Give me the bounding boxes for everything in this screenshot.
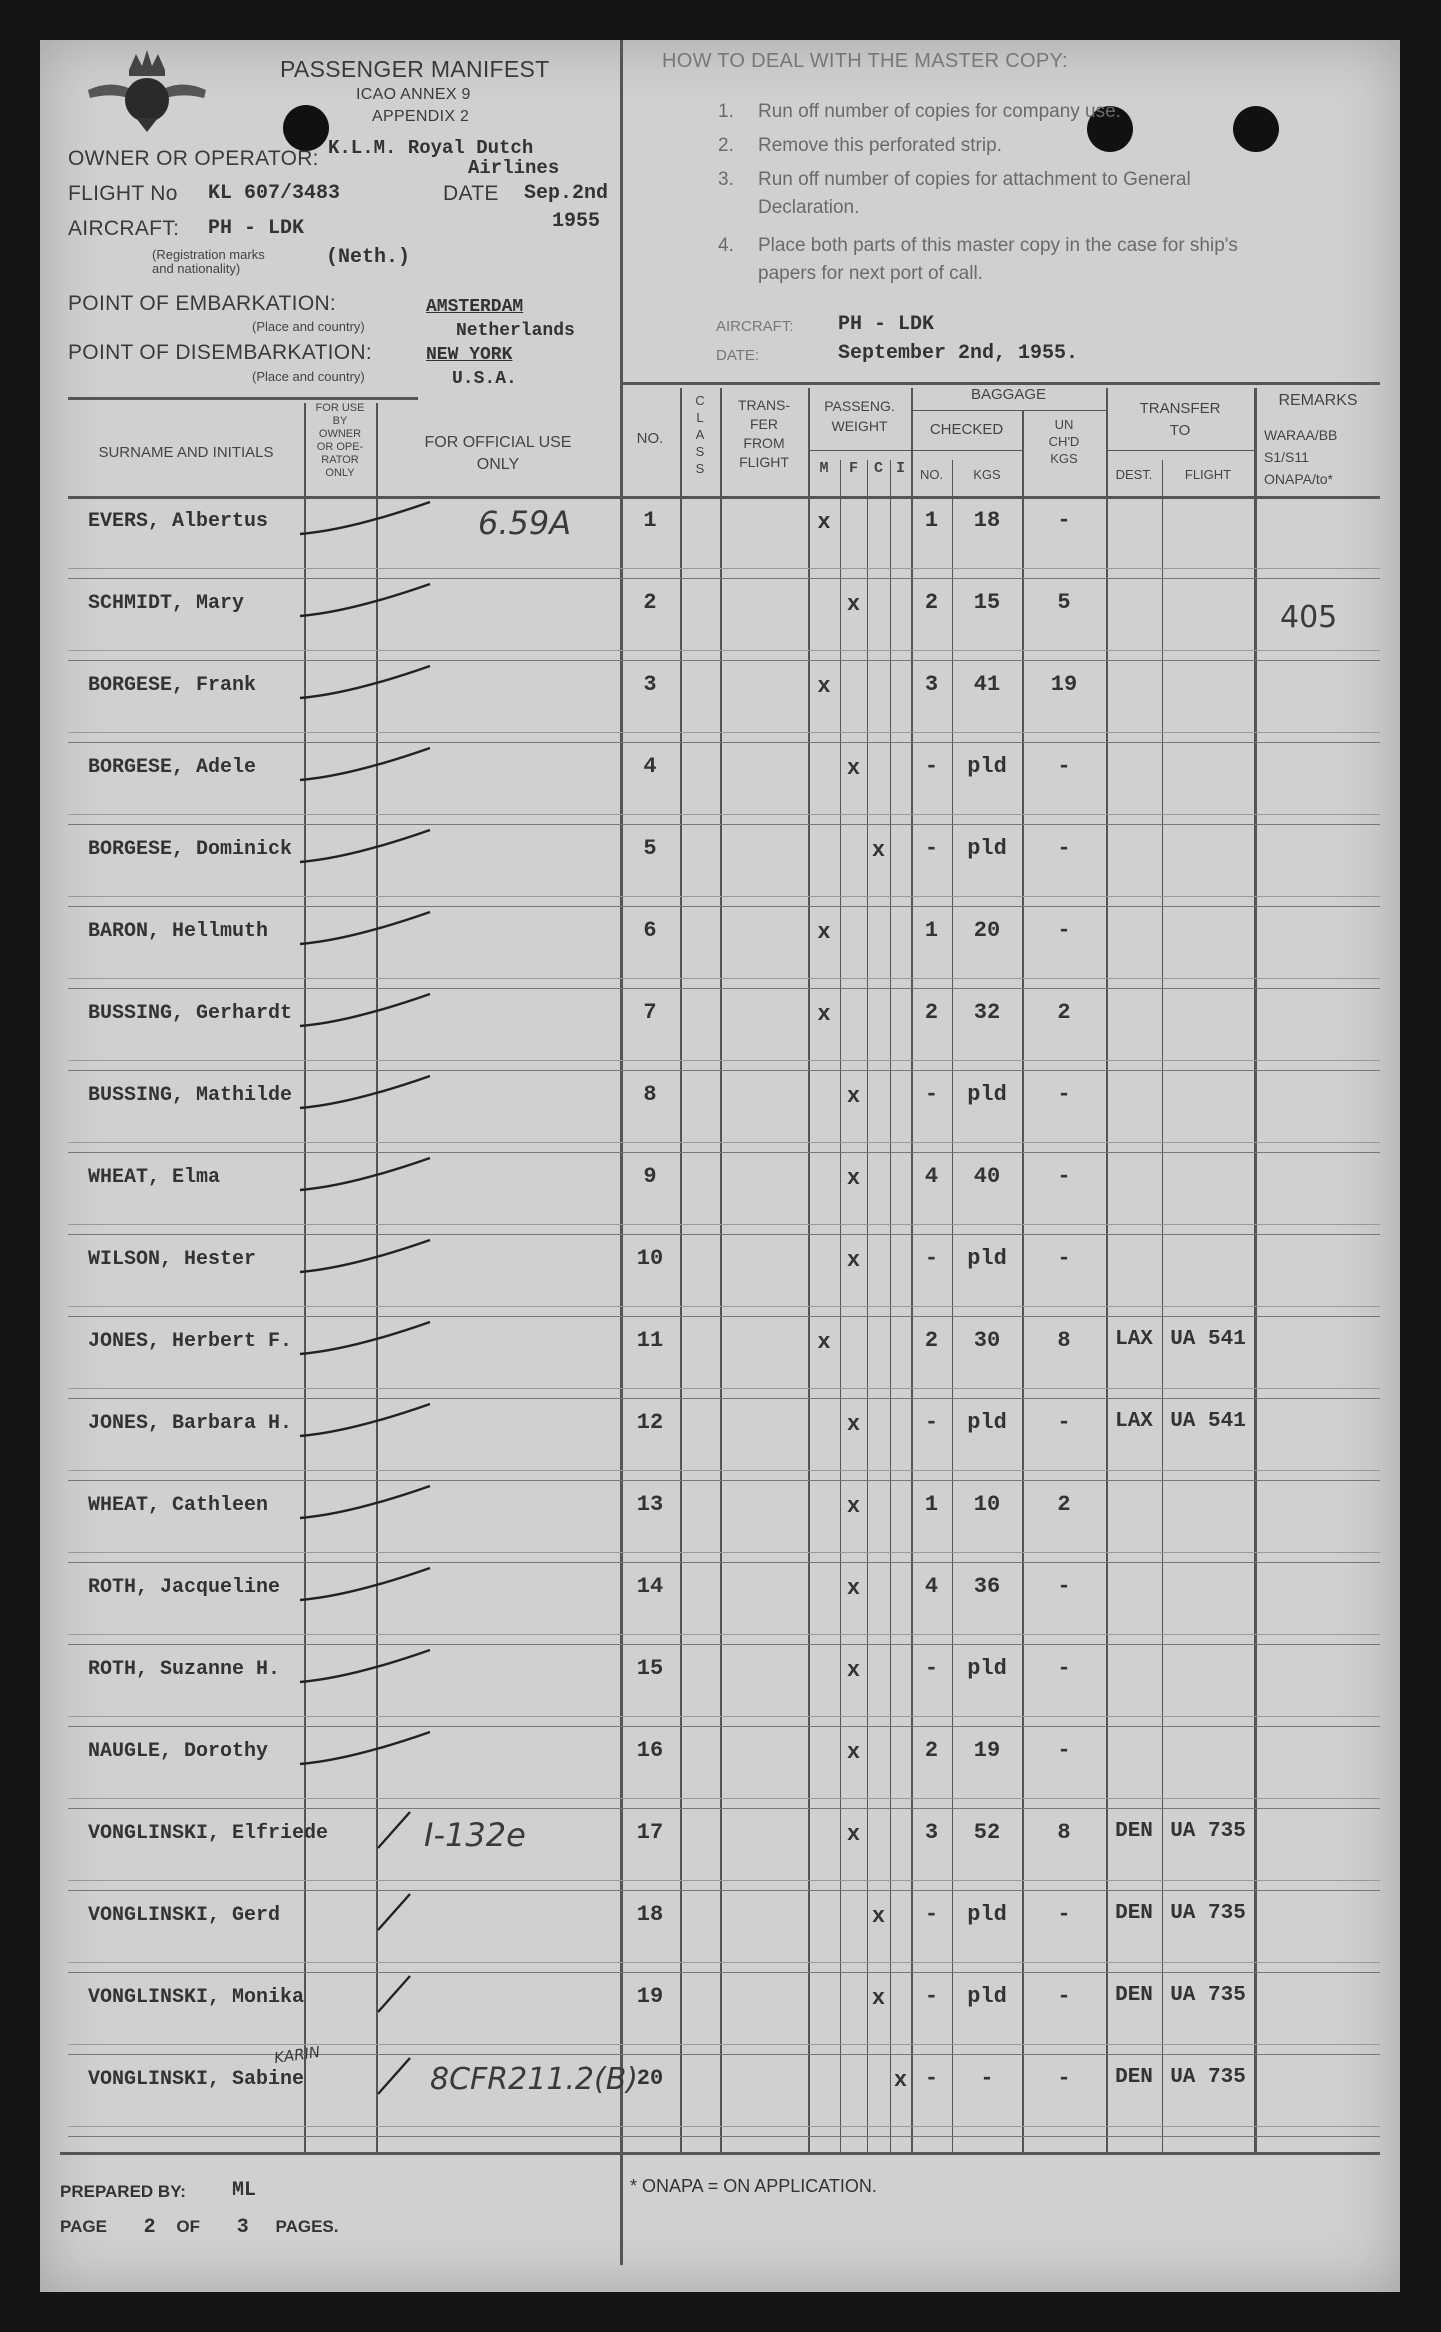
owner-check-mark-icon (290, 900, 490, 960)
baggage-count: - (924, 1984, 939, 2009)
unchecked-kgs: 8 (1057, 1328, 1071, 1353)
owner-check-mark-icon (290, 1228, 490, 1288)
passenger-name: BUSSING, Gerhardt (88, 1002, 293, 1025)
official-use-note: I-132e (424, 1816, 526, 1854)
prepared-by-label: PREPARED BY: (60, 2182, 186, 2201)
passenger-name: SCHMIDT, Mary (88, 592, 245, 615)
row-rule-thin (68, 650, 1380, 651)
passenger-name: BORGESE, Adele (88, 756, 257, 779)
passenger-name: WHEAT, Elma (88, 1166, 221, 1189)
transfer-flight: UA 735 (1170, 1984, 1246, 2007)
baggage-count: 4 (924, 1574, 939, 1599)
row-rule-thin (68, 1060, 1380, 1061)
owner-check-mark-icon (290, 982, 490, 1042)
owner-check-mark-icon (290, 818, 490, 878)
embarkation-country: Netherlands (456, 321, 575, 341)
instruction-4-cont: papers for next port of call. (758, 263, 983, 284)
official-use-note: 8CFR211.2(B) (430, 2062, 639, 2097)
prepared-by-value: ML (232, 2179, 257, 2202)
row-number: 17 (636, 1820, 664, 1845)
passenger-name: EVERS, Albertus (88, 510, 269, 533)
unchecked-kgs: - (1057, 1246, 1071, 1271)
row-rule (68, 1808, 1380, 1809)
embarkation-label: POINT OF EMBARKATION: (68, 292, 337, 315)
col-line-remarks (1254, 388, 1257, 2153)
baggage-count: 2 (924, 1738, 939, 1763)
transfer-dest: LAX (1115, 1410, 1153, 1433)
row-number: 2 (643, 590, 657, 615)
col-header-owner-use: FOR USE BY OWNER OR OPE- RATOR ONLY (315, 402, 365, 479)
baggage-kgs: 18 (973, 508, 1001, 533)
baggage-count: 2 (924, 1000, 939, 1025)
disembarkation-label: POINT OF DISEMBARKATION: (68, 341, 372, 364)
baggage-count: - (924, 1246, 939, 1271)
row-rule (68, 824, 1380, 825)
baggage-kgs: pld (967, 1902, 1007, 1927)
flight-value: KL 607/3483 (208, 182, 341, 205)
baggage-kgs: pld (967, 1984, 1007, 2009)
flight-label: FLIGHT No (68, 182, 178, 205)
row-rule-thin (68, 1224, 1380, 1225)
passenger-name: VONGLINSKI, Monika (88, 1986, 305, 2009)
row-rule (68, 1234, 1380, 1235)
row-rule-thin (68, 1798, 1380, 1799)
page-info (60, 2216, 338, 2239)
row-number: 10 (636, 1246, 664, 1271)
baggage-kgs: 10 (973, 1492, 1001, 1517)
baggage-count: - (924, 836, 939, 861)
row-rule-thin (68, 568, 1380, 569)
col-header-surname: SURNAME AND INITIALS (98, 444, 274, 461)
transfer-flight: UA 541 (1170, 1328, 1246, 1351)
unchecked-kgs: 2 (1057, 1000, 1071, 1025)
instruction-3: 3. Run off number of copies for attachment to General (718, 169, 1191, 190)
baggage-count: - (924, 1656, 939, 1681)
handwritten-karin: KARIN (272, 2042, 322, 2068)
table-top-rule (620, 382, 1380, 385)
weight-f: x (846, 1084, 861, 1109)
transfer-flight: UA 735 (1170, 1820, 1246, 1843)
baggage-count: - (924, 1902, 939, 1927)
baggage-count: - (924, 1082, 939, 1107)
owner-check-mark-icon (290, 1638, 490, 1698)
unchecked-kgs: - (1057, 1410, 1071, 1435)
strip-aircraft-value: PH - LDK (838, 313, 935, 336)
col-line-passeng (808, 388, 810, 2153)
official-use-note: 6.59A (478, 504, 572, 542)
col-header-remarks-codes: WARAA/BB S1/S11 ONAPA/to* (1264, 427, 1338, 487)
row-rule (68, 578, 1380, 579)
row-rule (68, 1890, 1380, 1891)
col-header-checked: CHECKED (929, 421, 1004, 438)
unchecked-kgs: - (1057, 1984, 1071, 2009)
disembarkation-country: U.S.A. (452, 369, 517, 389)
col-header-i: I (895, 460, 905, 477)
unchecked-kgs: - (1057, 1738, 1071, 1763)
row-rule (68, 1644, 1380, 1645)
weight-i: x (893, 2068, 908, 2093)
header-sub-rule (1106, 450, 1254, 451)
row-rule-thin (68, 1716, 1380, 1717)
owner-value-2: Airlines (468, 157, 560, 179)
header-sub-rule (911, 410, 1106, 411)
icao-annex: ICAO ANNEX 9 (356, 86, 471, 103)
baggage-kgs: 32 (973, 1000, 1001, 1025)
owner-check-mark-icon (290, 654, 490, 714)
owner-value: K.L.M. Royal Dutch (328, 137, 534, 159)
col-header-baggage: BAGGAGE (970, 386, 1047, 403)
transfer-dest: LAX (1115, 1328, 1153, 1351)
transfer-dest: DEN (1115, 1984, 1153, 2007)
row-rule (68, 1972, 1380, 1973)
owner-check-mark-icon (290, 1146, 490, 1206)
header-sub-rule (808, 450, 911, 451)
row-rule (68, 906, 1380, 907)
row-rule (68, 2136, 1380, 2137)
row-rule-thin (68, 2044, 1380, 2045)
weight-f: x (846, 1740, 861, 1765)
unchecked-kgs: - (1057, 754, 1071, 779)
owner-check-mark-icon (290, 1064, 490, 1124)
unchecked-kgs: - (1057, 1656, 1071, 1681)
unchecked-kgs: 5 (1057, 590, 1071, 615)
row-rule-thin (68, 1634, 1380, 1635)
baggage-kgs: 36 (973, 1574, 1001, 1599)
baggage-count: - (924, 2066, 939, 2091)
unchecked-kgs: - (1057, 1164, 1071, 1189)
weight-c: x (871, 1904, 886, 1929)
transfer-dest: DEN (1115, 2066, 1153, 2089)
weight-f: x (846, 1576, 861, 1601)
col-line-transfer-from (720, 388, 722, 2153)
row-number: 16 (636, 1738, 664, 1763)
row-rule-thin (68, 732, 1380, 733)
baggage-count: 2 (924, 1328, 939, 1353)
row-rule (68, 660, 1380, 661)
unchecked-kgs: 8 (1057, 1820, 1071, 1845)
owner-check-mark-icon (370, 1884, 570, 1944)
row-rule (68, 2054, 1380, 2055)
baggage-kgs: pld (967, 1246, 1007, 1271)
row-number: 7 (643, 1000, 657, 1025)
weight-m: x (817, 1002, 831, 1027)
row-rule-thin (68, 2126, 1380, 2127)
registration-note-line2: and nationality) (152, 261, 241, 276)
passenger-name: ROTH, Suzanne H. (88, 1658, 281, 1681)
row-rule (68, 1316, 1380, 1317)
weight-f: x (846, 1822, 861, 1847)
col-header-class: C L A S S (695, 393, 705, 476)
passenger-name: JONES, Barbara H. (88, 1412, 293, 1435)
row-number: 8 (643, 1082, 657, 1107)
baggage-count: 1 (924, 918, 939, 943)
instruction-2: 2. Remove this perforated strip. (718, 135, 1002, 156)
unchecked-kgs: - (1057, 836, 1071, 861)
date-year: 1955 (552, 210, 601, 233)
manifest-sheet (40, 40, 1400, 2292)
col-header-unchd: UN CH'D KGS (1048, 417, 1080, 466)
strip-date-label: DATE: (716, 347, 760, 364)
unchecked-kgs: 19 (1050, 672, 1078, 697)
owner-check-mark-icon (290, 1392, 490, 1452)
row-number: 5 (643, 836, 657, 861)
punch-hole (283, 105, 329, 151)
col-header-no: NO. (636, 430, 664, 447)
row-rule-thin (68, 1880, 1380, 1881)
col-header-c: C (873, 460, 883, 477)
owner-check-mark-icon (290, 736, 490, 796)
weight-f: x (846, 1166, 861, 1191)
embarkation-city: AMSTERDAM (426, 297, 524, 317)
registration-note-line1: (Registration marks (152, 247, 265, 262)
row-number: 14 (636, 1574, 664, 1599)
row-number: 20 (636, 2066, 664, 2091)
transfer-flight: UA 735 (1170, 2066, 1246, 2089)
of-label: OF (176, 2217, 201, 2236)
weight-m: x (817, 674, 831, 699)
baggage-count: 1 (924, 508, 939, 533)
baggage-count: 1 (924, 1492, 939, 1517)
weight-m: x (817, 920, 831, 945)
baggage-kgs: 30 (973, 1328, 1001, 1353)
weight-c: x (871, 1986, 886, 2011)
remark-405: 405 (1280, 600, 1338, 635)
baggage-kgs: pld (967, 836, 1007, 861)
date-label: DATE (443, 182, 499, 205)
weight-c: x (871, 838, 886, 863)
col-header-transfer-from: TRANS- FER FROM FLIGHT (737, 397, 791, 470)
owner-check-mark-icon (290, 1474, 490, 1534)
baggage-kgs: 52 (973, 1820, 1001, 1845)
row-rule-thin (68, 1388, 1380, 1389)
passenger-name: WILSON, Hester (88, 1248, 257, 1271)
row-number: 15 (636, 1656, 664, 1681)
col-line-transfer-to (1106, 388, 1108, 2153)
baggage-count: 3 (924, 1820, 939, 1845)
row-number: 12 (636, 1410, 664, 1435)
pages-label: PAGES. (275, 2217, 339, 2236)
unchecked-kgs: - (1057, 1082, 1071, 1107)
col-header-dest: DEST. (1115, 467, 1153, 482)
passenger-name: BUSSING, Mathilde (88, 1084, 293, 1107)
page-total: 3 (236, 2216, 249, 2239)
baggage-kgs: pld (967, 754, 1007, 779)
unchecked-kgs: - (1057, 2066, 1071, 2091)
row-rule (68, 1070, 1380, 1071)
row-rule-thin (68, 978, 1380, 979)
weight-m: x (817, 510, 831, 535)
weight-f: x (846, 592, 861, 617)
row-rule-thin (68, 814, 1380, 815)
col-header-transfer-to: TRANSFER TO (1139, 400, 1221, 439)
transfer-flight: UA 541 (1170, 1410, 1246, 1433)
passenger-name: ROTH, Jacqueline (88, 1576, 281, 1599)
owner-check-mark-icon (370, 1966, 570, 2026)
table-top-rule (68, 397, 418, 400)
transfer-flight: UA 735 (1170, 1902, 1246, 1925)
weight-f: x (846, 1248, 861, 1273)
baggage-kgs: 15 (973, 590, 1001, 615)
baggage-kgs: pld (967, 1082, 1007, 1107)
passenger-name: BORGESE, Frank (88, 674, 257, 697)
nationality-value: (Neth.) (326, 246, 411, 269)
row-number: 11 (636, 1328, 664, 1353)
row-rule-thin (68, 1470, 1380, 1471)
aircraft-value: PH - LDK (208, 217, 305, 240)
weight-f: x (846, 1494, 861, 1519)
passenger-name: VONGLINSKI, Elfriede (88, 1822, 329, 1845)
row-rule-thin (68, 1142, 1380, 1143)
baggage-kgs: 20 (973, 918, 1001, 943)
row-rule-thin (68, 1552, 1380, 1553)
row-rule-thin (68, 1962, 1380, 1963)
weight-f: x (846, 1412, 861, 1437)
row-number: 13 (636, 1492, 664, 1517)
instruction-3-cont: Declaration. (758, 197, 860, 218)
col-header-bag-no: NO. (919, 467, 944, 482)
baggage-kgs: - (980, 2066, 994, 2091)
baggage-count: - (924, 1410, 939, 1435)
row-number: 19 (636, 1984, 664, 2009)
embarkation-place-note: (Place and country) (252, 319, 365, 334)
col-header-bag-kgs: KGS (973, 467, 1001, 482)
transfer-dest: DEN (1115, 1820, 1153, 1843)
passenger-name: BARON, Hellmuth (88, 920, 269, 943)
row-rule (68, 1480, 1380, 1481)
col-line-class (680, 388, 682, 2153)
manifest-title: PASSENGER MANIFEST (280, 56, 550, 82)
weight-m: x (817, 1330, 831, 1355)
disembarkation-city: NEW YORK (426, 345, 513, 365)
instruction-1: 1. Run off number of copies for company use. (718, 101, 1121, 122)
registration-note (152, 248, 265, 276)
date-value: Sep.2nd (524, 182, 609, 205)
weight-f: x (846, 756, 861, 781)
baggage-count: 2 (924, 590, 939, 615)
passenger-name: WHEAT, Cathleen (88, 1494, 269, 1517)
baggage-kgs: pld (967, 1410, 1007, 1435)
header-sub-rule (911, 450, 1022, 451)
owner-check-mark-icon (290, 1310, 490, 1370)
unchecked-kgs: - (1057, 508, 1071, 533)
col-header-m: M (819, 460, 829, 477)
row-number: 18 (636, 1902, 664, 1927)
baggage-kgs: pld (967, 1656, 1007, 1681)
unchecked-kgs: 2 (1057, 1492, 1071, 1517)
unchecked-kgs: - (1057, 1902, 1071, 1927)
instruction-4: 4. Place both parts of this master copy in the case for ship's (718, 235, 1238, 256)
page-number: 2 (143, 2216, 156, 2239)
unchecked-kgs: - (1057, 918, 1071, 943)
row-number: 6 (643, 918, 657, 943)
col-header-flight: FLIGHT (1184, 467, 1232, 482)
row-rule (68, 988, 1380, 989)
baggage-kgs: 40 (973, 1164, 1001, 1189)
row-number: 1 (643, 508, 657, 533)
disembarkation-place-note: (Place and country) (252, 369, 365, 384)
passenger-name: VONGLINSKI, Sabine (88, 2068, 305, 2091)
weight-f: x (846, 1658, 861, 1683)
owner-check-mark-icon (290, 1720, 490, 1780)
header-bottom-rule (68, 496, 1380, 499)
aircraft-label: AIRCRAFT: (68, 217, 180, 240)
klm-crown-logo-icon (84, 48, 210, 134)
owner-check-mark-icon (290, 1556, 490, 1616)
strip-aircraft-label: AIRCRAFT: (716, 318, 794, 335)
row-number: 9 (643, 1164, 657, 1189)
onapa-footnote: * ONAPA = ON APPLICATION. (630, 2176, 877, 2196)
passenger-name: NAUGLE, Dorothy (88, 1740, 269, 1763)
unchecked-kgs: - (1057, 1574, 1071, 1599)
page-label: PAGE (60, 2217, 107, 2236)
col-header-official: FOR OFFICIAL USE ONLY (424, 434, 572, 473)
row-rule (68, 1398, 1380, 1399)
owner-label: OWNER OR OPERATOR: (68, 147, 319, 170)
owner-check-mark-icon (370, 2048, 570, 2108)
col-header-passeng: PASSENG. WEIGHT (824, 398, 895, 434)
passenger-name: VONGLINSKI, Gerd (88, 1904, 281, 1927)
owner-check-mark-icon (290, 490, 490, 550)
col-header-f: F (848, 460, 858, 477)
owner-check-mark-icon (370, 1802, 570, 1862)
row-rule-thin (68, 1306, 1380, 1307)
baggage-count: 4 (924, 1164, 939, 1189)
baggage-kgs: 19 (973, 1738, 1001, 1763)
col-header-remarks: REMARKS (1278, 392, 1358, 409)
row-number: 3 (643, 672, 657, 697)
transfer-dest: DEN (1115, 1902, 1153, 1925)
instructions-list (718, 98, 1378, 288)
row-rule (68, 1726, 1380, 1727)
instructions-title: HOW TO DEAL WITH THE MASTER COPY: (662, 50, 1068, 72)
appendix: APPENDIX 2 (372, 108, 470, 125)
owner-check-mark-icon (290, 572, 490, 632)
passenger-name: JONES, Herbert F. (88, 1330, 293, 1353)
baggage-count: 3 (924, 672, 939, 697)
baggage-count: - (924, 754, 939, 779)
strip-date-value: September 2nd, 1955. (838, 342, 1079, 365)
row-rule (68, 1152, 1380, 1153)
baggage-kgs: 41 (973, 672, 1001, 697)
row-rule (68, 1562, 1380, 1563)
row-rule (68, 742, 1380, 743)
passenger-name: BORGESE, Dominick (88, 838, 293, 861)
row-number: 4 (643, 754, 657, 779)
row-rule-thin (68, 896, 1380, 897)
